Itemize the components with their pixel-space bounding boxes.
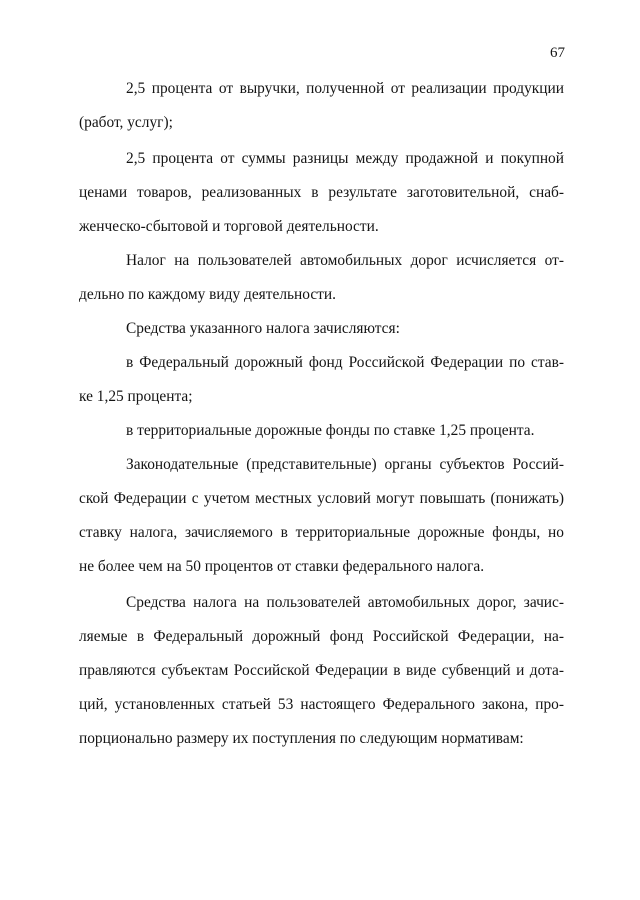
text-line: (работ, услуг); bbox=[79, 114, 173, 131]
text-line: ций, установленных статьей 53 настоящего Федерального закона, про- bbox=[79, 696, 564, 713]
text-line: Средства налога на пользователей автомобильных дорог, зачис- bbox=[126, 594, 564, 611]
text-line: Средства указанного налога зачисляются: bbox=[126, 320, 400, 337]
text-line: ставку налога, зачисляемого в территориальные дорожные фонды, но bbox=[79, 524, 564, 541]
text-line: женческо-сбытовой и торговой деятельности. bbox=[79, 218, 379, 235]
text-line: дельно по каждому виду деятельности. bbox=[79, 286, 336, 303]
text-line: не более чем на 50 процентов от ставки федерального налога. bbox=[79, 558, 485, 575]
text-line: 2,5 процента от суммы разницы между продажной и покупной bbox=[126, 150, 564, 167]
text-line: ляемые в Федеральный дорожный фонд Российской Федерации, на- bbox=[79, 628, 564, 645]
text-line: правляются субъектам Российской Федерации в виде субвенций и дота- bbox=[79, 662, 564, 679]
text-line: порционально размеру их поступления по следующим нормативам: bbox=[79, 730, 524, 747]
text-line: Налог на пользователей автомобильных дорог исчисляется от- bbox=[126, 252, 564, 269]
page-number: 67 bbox=[550, 45, 565, 61]
text-line: 2,5 процента от выручки, полученной от реализации продукции bbox=[126, 80, 564, 97]
text-line: ценами товаров, реализованных в результате заготовительной, снаб- bbox=[79, 184, 564, 201]
text-line: ке 1,25 процента; bbox=[79, 388, 193, 405]
text-line: в Федеральный дорожный фонд Российской Федерации по став- bbox=[126, 354, 564, 371]
text-line: Законодательные (представительные) органы субъектов Россий- bbox=[126, 456, 564, 473]
text-line: в территориальные дорожные фонды по ставке 1,25 процента. bbox=[126, 422, 535, 439]
text-line: ской Федерации с учетом местных условий могут повышать (понижать) bbox=[79, 490, 564, 507]
